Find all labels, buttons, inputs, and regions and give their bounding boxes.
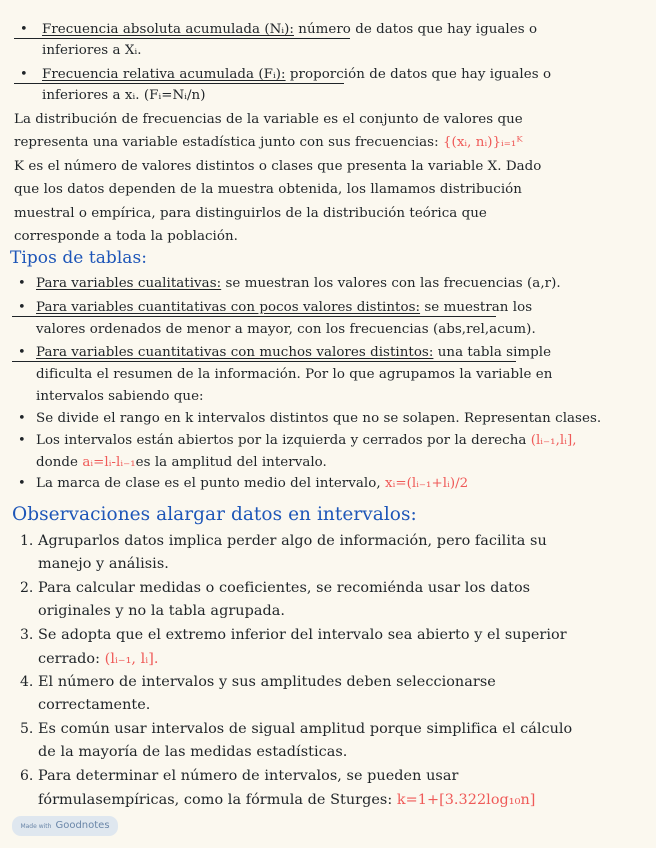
def-rel-label: Frecuencia relativa acumulada (Fᵢ):	[42, 67, 286, 82]
tipos-sub-3-text-a: donde	[36, 455, 83, 470]
tipos-b1-label: Para variables cualitativas:	[36, 276, 222, 291]
def-abs-line	[42, 20, 537, 40]
obs-number-5: 5.	[20, 721, 34, 737]
obs-item-1b: manejo y análisis.	[38, 556, 169, 572]
def-rel-line2: inferiores a xᵢ. (Fᵢ=Nᵢ/n)	[42, 88, 206, 103]
tipos-sub-4-text: La marca de clase es el punto medio del intervalo,	[36, 476, 385, 491]
obs-item-6b	[38, 789, 535, 811]
bullet-dot: •	[18, 433, 26, 448]
tipos-b1-text: se muestran los valores con las frecuencias (a,r).	[221, 276, 561, 291]
amplitude-formula: aᵢ=lᵢ-lᵢ₋₁	[82, 455, 136, 470]
sturges-formula: k=1+[3.322log₁₀n]	[396, 792, 536, 808]
bullet-dot: •	[20, 67, 28, 82]
para-line-4: que los datos dependen de la muestra obtenida, los llamamos distribución	[14, 182, 522, 197]
para-line-6: corresponde a toda la población.	[14, 229, 238, 244]
obs-number-4: 4.	[20, 674, 34, 690]
obs-number-1: 1.	[20, 533, 34, 549]
def-rel-text: proporción de datos que hay iguales o	[285, 67, 552, 82]
obs-number-3: 3.	[20, 627, 34, 643]
made-with-badge[interactable]	[12, 816, 118, 836]
tipos-b3-line3: intervalos sabiendo que:	[36, 389, 204, 404]
tipos-sub-3	[36, 453, 327, 473]
def-abs-label: Frecuencia absoluta acumulada (Nᵢ):	[42, 22, 294, 37]
obs-item-5a: Es común usar intervalos de sigual amplitud porque simplifica el cálculo	[38, 721, 573, 737]
para-line-2-text: representa una variable estadística junto con sus frecuencias:	[14, 135, 443, 150]
interval-formula: (lᵢ₋₁,lᵢ],	[530, 433, 577, 448]
tipos-b2-line2: valores ordenados de menor a mayor, con los frecuencias (abs,rel,acum).	[36, 322, 536, 337]
def-rel-line	[42, 65, 551, 85]
obs-item-3b-text: cerrado:	[38, 651, 105, 667]
obs-item-3b	[38, 648, 159, 670]
obs-item-3a: Se adopta que el extremo inferior del intervalo sea abierto y el superior	[38, 627, 567, 643]
obs-heading: Observaciones alargar datos en intervalos:	[12, 504, 417, 525]
def-abs-text: número de datos que hay iguales o	[293, 22, 538, 37]
distribution-formula: {(xᵢ, nᵢ)}ᵢ₌₁ᴷ	[442, 135, 523, 150]
def-abs-line2: inferiores a Xᵢ.	[42, 43, 142, 58]
bullet-dot: •	[20, 22, 28, 37]
tipos-b3	[36, 343, 551, 363]
tipos-sub-2	[36, 431, 577, 451]
class-mark-formula: xᵢ=(lᵢ₋₁+lᵢ)/2	[384, 476, 469, 491]
obs-number-2: 2.	[20, 580, 34, 596]
tipos-sub-1: Se divide el rango en k intervalos distintos que no se solapen. Representan clases.	[36, 411, 602, 426]
obs-item-4a: El número de intervalos y sus amplitudes deben seleccionarse	[38, 674, 496, 690]
obs-item-5b: de la mayoría de las medidas estadísticas.	[38, 744, 348, 760]
obs-item-1a: Agruparlos datos implica perder algo de información, pero facilita su	[38, 533, 547, 549]
tipos-b2	[36, 298, 532, 318]
goodnotes-brand: Goodnotes	[55, 820, 110, 831]
tipos-sub-2-text: Los intervalos están abiertos por la izquierda y cerrados por la derecha	[36, 433, 531, 448]
tipos-b3-line2: dificulta el resumen de la información. Por lo que agrupamos la variable en	[36, 367, 553, 382]
tipos-b1	[36, 274, 561, 294]
tipos-sub-3-text-b: es la amplitud del intervalo.	[135, 455, 327, 470]
made-with-text: Made with	[20, 823, 52, 830]
tipos-b2-label: Para variables cuantitativas con pocos valores distintos:	[36, 300, 421, 315]
obs-item-6b-text: fórmulasempíricas, como la fórmula de Sturges:	[38, 792, 397, 808]
obs-item-4b: correctamente.	[38, 697, 151, 713]
bullet-dot: •	[18, 411, 26, 426]
open-closed-formula: (lᵢ₋₁, lᵢ].	[104, 651, 159, 667]
para-line-2	[14, 133, 523, 153]
obs-number-6: 6.	[20, 768, 34, 784]
tipos-heading: Tipos de tablas:	[10, 248, 148, 268]
obs-item-2a: Para calcular medidas o coeficientes, se recomiénda usar los datos	[38, 580, 531, 596]
tipos-b3-label: Para variables cuantitativas con muchos valores distintos:	[36, 345, 434, 360]
obs-item-6a: Para determinar el número de intervalos, se pueden usar	[38, 768, 459, 784]
tipos-b2-text: se muestran los	[420, 300, 533, 315]
bullet-dot: •	[18, 276, 26, 291]
para-line-5: muestral o empírica, para distinguirlos de la distribución teórica que	[14, 206, 487, 221]
tipos-b3-text: una tabla simple	[433, 345, 552, 360]
bullet-dot: •	[18, 345, 26, 360]
bullet-dot: •	[18, 300, 26, 315]
obs-item-2b: originales y no la tabla agrupada.	[38, 603, 285, 619]
para-line-1: La distribución de frecuencias de la variable es el conjunto de valores que	[14, 112, 523, 127]
tipos-sub-4	[36, 474, 468, 494]
bullet-dot: •	[18, 476, 26, 491]
para-line-3: K es el número de valores distintos o clases que presenta la variable X. Dado	[14, 159, 542, 174]
